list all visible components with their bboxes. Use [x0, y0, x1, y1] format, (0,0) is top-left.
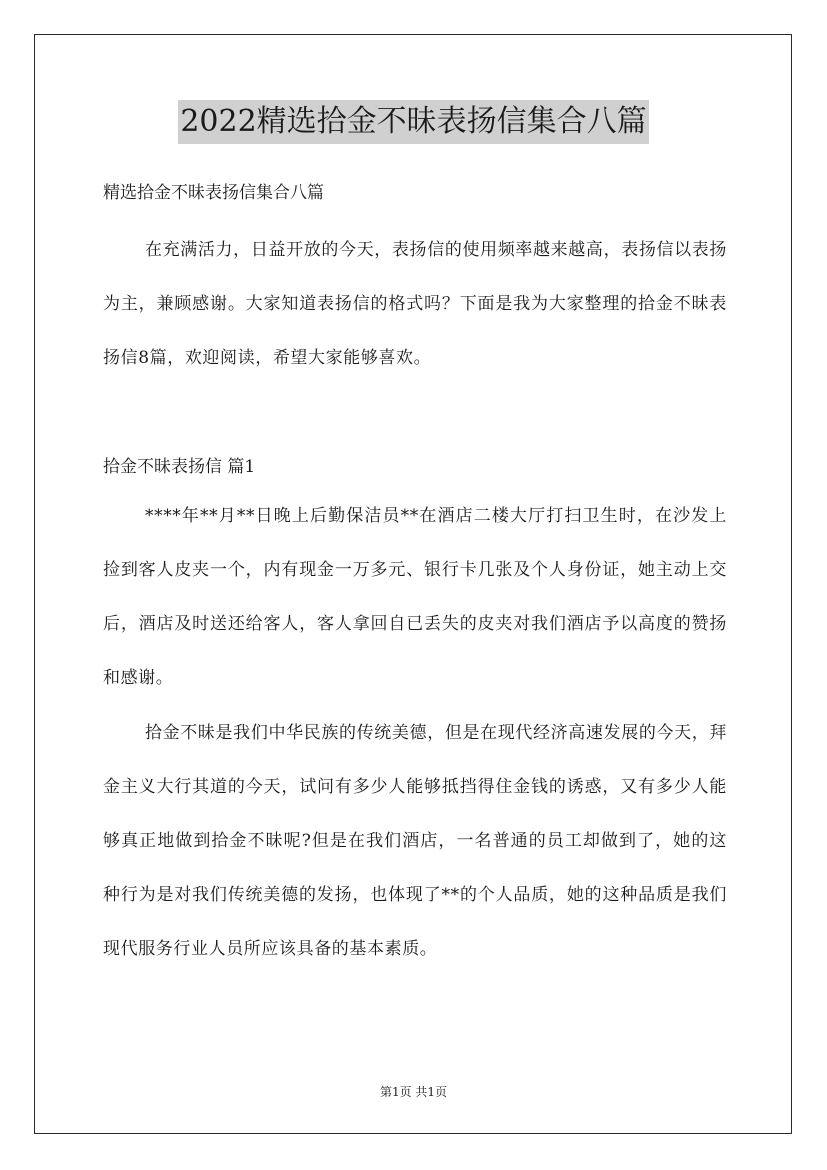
- section-heading: 拾金不昧表扬信 篇1: [103, 457, 256, 477]
- body-paragraph-1: ****年**月**日晚上后勤保洁员**在酒店二楼大厅打扫卫生时，在沙发上捡到客人皮夹一个，内有现金一万多元、银行卡几张及个人身份证，她主动上交后，酒店及时送还给客人，客人拿回自已丢失的皮夹对我们酒店予以高度的赞扬和感谢。: [103, 506, 727, 688]
- body-paragraph-2: 拾金不昧是我们中华民族的传统美德，但是在现代经济高速发展的今天，拜金主义大行其道的今天，试问有多少人能够抵挡得住金钱的诱惑，又有多少人能够真正地做到拾金不昧呢?但是在我们酒店，一名普通的员工却做到了，她的这种行为是对我们传统美德的发扬，也体现了**的个人品质，她的这种品质是我们现代服务行业人员所应该具备的基本素质。: [103, 723, 727, 959]
- title-container: [0, 100, 827, 144]
- page-footer: 第1页 共1页: [379, 1085, 448, 1099]
- document-title: 2022精选拾金不昧表扬信集合八篇: [178, 100, 648, 144]
- intro-paragraph: 在充满活力，日益开放的今天，表扬信的使用频率越来越高，表扬信以表扬为主，兼顾感谢。大家知道表扬信的格式吗？下面是我为大家整理的拾金不昧表扬信8篇，欢迎阅读，希望大家能够喜欢。: [103, 240, 727, 368]
- document-subtitle: 精选拾金不昧表扬信集合八篇: [103, 183, 324, 203]
